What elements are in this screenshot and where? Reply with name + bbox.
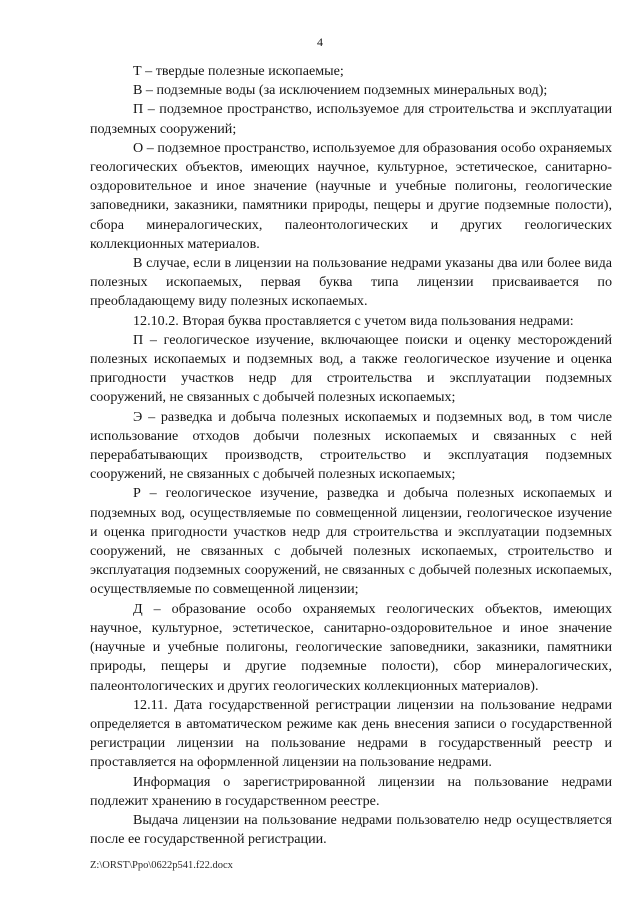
paragraph-multiple-minerals: В случае, если в лицензии на пользование недрами указаны два или более вида полезных ископаемых, первая буква типа лицензии присваивается по преобладающему виду полезных ископаемых. xyxy=(90,255,612,310)
paragraph-use-r: Р – геологическое изучение, разведка и добыча полезных ископаемых и подземных вод, осуществляемые по совмещенной лицензии, геологическое изучение и оценка пригодности участков недр для строительства и эксплуатации подземных сооружений, не связанных с добычей полезных ископаемых, строительство и эксплуатация подземных сооружений, не связанных с добычей полезных ископаемых, осуществляемые по совмещенной лицензии; xyxy=(90,485,612,598)
paragraph-use-p: П – геологическое изучение, включающее поиски и оценку месторождений полезных ископаемых и подземных вод, а также геологическое изучение и оценка пригодности участков недр для строительства и эксплуатации подземных сооружений, не связанных с добычей полезных ископаемых; xyxy=(90,331,612,406)
paragraph-use-e: Э – разведка и добыча полезных ископаемых и подземных вод, в том числе использование отходов добычи полезных ископаемых и связанных с ней перерабатывающих производств, строительство и эксплуатация подземных сооружений, не связанных с добычей полезных ископаемых; xyxy=(90,408,612,483)
paragraph-type-o: О – подземное пространство, используемое для образования особо охраняемых геологических объектов, имеющих научное, культурное, эстетическое, санитарно-оздоровительное и иное значение (научные и учебные полигоны, геологические заповедники, заказники, памятники природы, пещеры и другие подземные полости), сбора минералогических, палеонтологических и других геологических коллекционных материалов. xyxy=(90,139,612,252)
paragraph-type-v: В – подземные воды (за исключением подземных минеральных вод); xyxy=(133,82,548,99)
page-number: 4 xyxy=(317,35,323,49)
paragraph-registry-storage: Информация о зарегистрированной лицензии на пользование недрами подлежит хранению в государственном реестре. xyxy=(90,773,612,809)
paragraph-type-p: П – подземное пространство, используемое для строительства и эксплуатации подземных сооружений; xyxy=(90,101,612,137)
footer-file-path: Z:\ORST\Ppo\0622p541.f22.docx xyxy=(90,860,233,871)
paragraph-license-issuance: Выдача лицензии на пользование недрами пользователю недр осуществляется после ее государственной регистрации. xyxy=(90,811,612,848)
paragraph-12-10-2: 12.10.2. Вторая буква проставляется с учетом вида пользования недрами: xyxy=(133,312,574,329)
body-text xyxy=(90,62,612,849)
paragraph-type-t: Т – твердые полезные ископаемые; xyxy=(133,63,344,79)
paragraph-12-11: 12.11. Дата государственной регистрации лицензии на пользование недрами определяется в автоматическом режиме как день внесения записи о государственной регистрации лицензии на пользование недрами в государственный реестр и проставляется на оформленной лицензии на пользование недрами. xyxy=(90,696,612,771)
paragraph-use-d: Д – образование особо охраняемых геологических объектов, имеющих научное, культурное, эстетическое, санитарно-оздоровительное и иное значение (научные и учебные полигоны, геологические заповедники, заказники, памятники природы, пещеры и другие подземные полости), сбор минералогических, палеонтологических и других геологических коллекционных материалов). xyxy=(90,600,612,694)
